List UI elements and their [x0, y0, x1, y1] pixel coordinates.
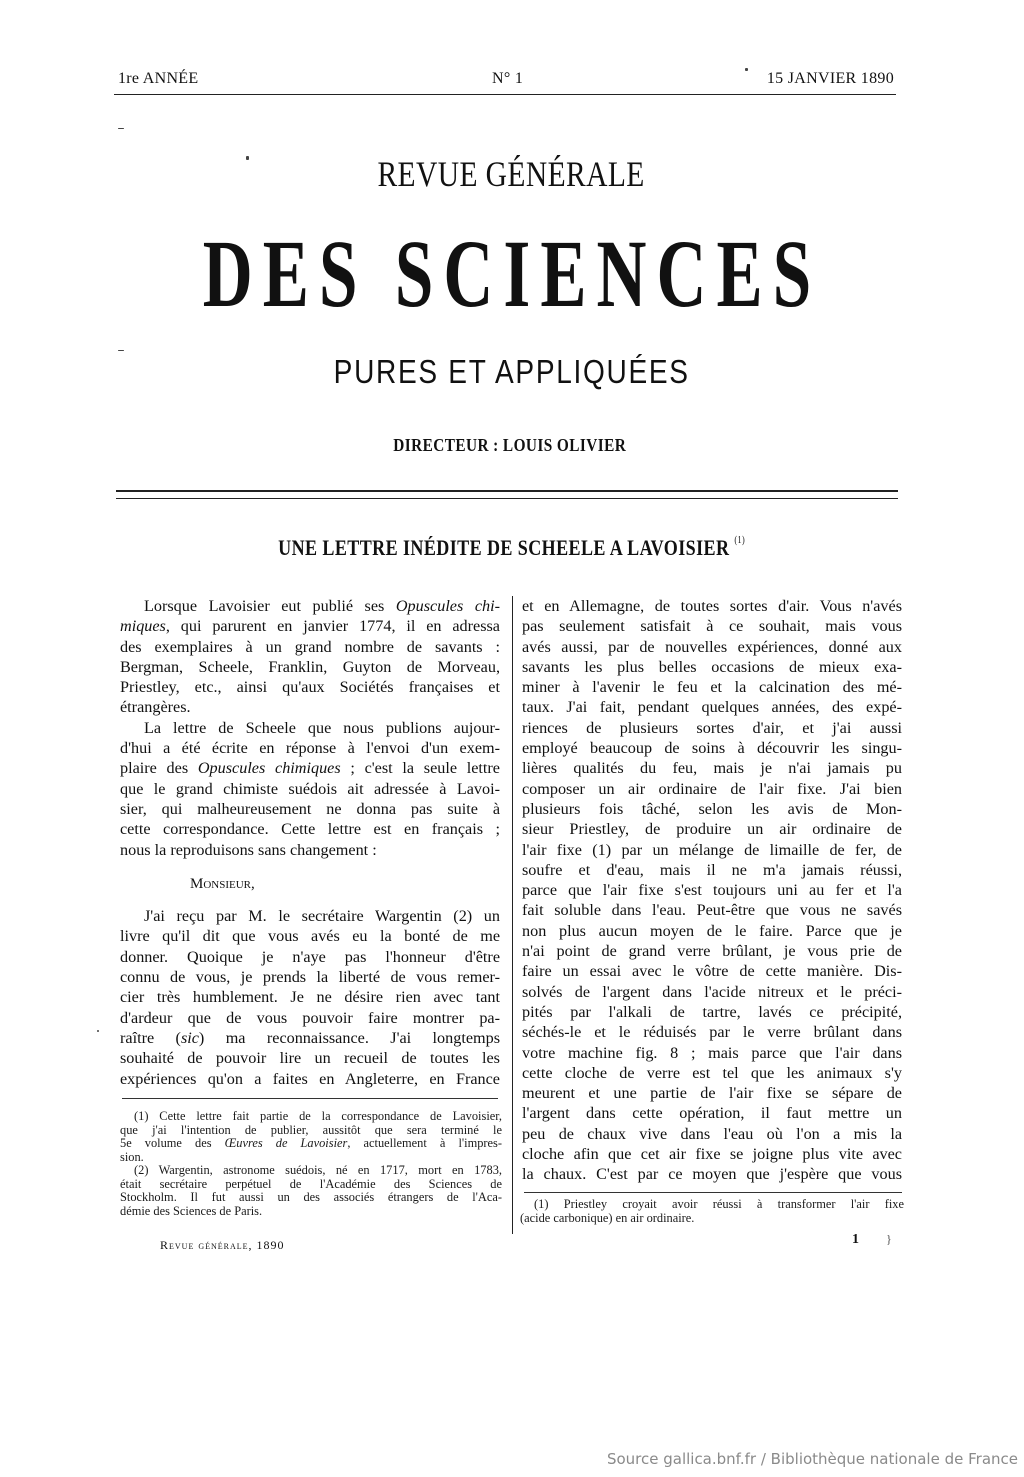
text-line: des exemplaires à un grand nombre de savants :: [120, 637, 500, 656]
masthead-year: 1re ANNÉE: [118, 70, 199, 87]
text-line: séchés-le et le réduisés par le verre brûlant dans: [522, 1023, 902, 1042]
footnote-line: démie des Sciences de Paris.: [120, 1203, 263, 1218]
signature-mark: 1: [852, 1232, 859, 1247]
text-line: solvés de l'argent dans l'acide nitreux et le préci-: [522, 982, 902, 1001]
text-line: pas seulement satisfait à ce souhait, mais vous: [522, 617, 902, 636]
text-line: Bergman, Scheele, Franklin, Guyton de Morveau,: [120, 657, 500, 676]
journal-title-main: DES SCIENCES: [202, 220, 822, 327]
footnotes-right: [520, 1198, 904, 1225]
text-line: avés aussi, par de nouvelles expériences, donné aux: [522, 637, 902, 656]
source-credit: Source gallica.bnf.fr / Bibliothèque nationale de France: [606, 1450, 1018, 1468]
text-line: livre qu'il dit que vous avés eu la bonté de me: [120, 927, 500, 946]
footnote-line: (1) Priestley croyait avoir réussi à transformer l'air fixe: [534, 1197, 904, 1211]
scan-speck: [246, 156, 249, 160]
title-double-rule: [116, 490, 898, 499]
text-line: souhaité de pouvoir lire un recueil de toutes les: [120, 1049, 500, 1068]
salutation: Monsieur,: [190, 875, 255, 892]
text-line: pités par l'alkali de tartre, lavés ce précipité,: [522, 1002, 902, 1021]
masthead: [118, 70, 894, 92]
text-line: que le grand chimiste suédois ait adressée à Lavoi-: [120, 779, 500, 798]
footnote-line: (1) Cette lettre fait partie de la correspondance de Lavoisier,: [134, 1109, 502, 1123]
text-line: J'ai reçu par M. le secrétaire Wargentin (2) un: [144, 907, 500, 926]
scan-speck: [118, 128, 124, 129]
text-line: d'ardeur que de vous pouvoir faire montrer pa-: [120, 1008, 500, 1027]
text-line: expériences qu'on a faites en Angleterre, en France: [120, 1069, 500, 1088]
text-line: soufre et d'eau, mais il ne m'a jamais réussi,: [522, 860, 902, 879]
journal-director: DIRECTEUR : LOUIS OLIVIER: [393, 435, 627, 455]
left-column: [120, 596, 500, 1089]
text-line: cette cloche de verre est tel que les animaux s'y: [522, 1063, 902, 1082]
article-title-text: UNE LETTRE INÉDITE DE SCHEELE A LAVOISIER: [278, 535, 730, 560]
text-line: La lettre de Scheele que nous publions aujour-: [144, 718, 500, 737]
footnote-line: (2) Wargentin, astronome suédois, né en 1717, mort en 1783,: [134, 1163, 502, 1177]
text-line: meurent et une partie de l'air fixe se sépare de: [522, 1084, 902, 1103]
text-line: riences de plusieurs sortes d'air, et j'ai aussi: [522, 718, 902, 737]
footnote-line: que j'ai l'intention de publier, aussitôt que sera terminé le: [120, 1122, 502, 1137]
text-line: étrangères.: [120, 698, 191, 717]
footnote-line: était secrétaire perpétuel de l'Académie des Sciences de: [120, 1176, 502, 1191]
journal-subtitle: PURES ET APPLIQUÉES: [333, 353, 690, 390]
text-line: savants les plus belles occasions de mieux exa-: [522, 657, 902, 676]
footnote-line: Stockholm. Il fut aussi un des associés étrangers de l'Aca-: [120, 1190, 502, 1204]
text-line: l'air fixe (1) par un mélange de limaille de fer, de: [522, 840, 902, 859]
text-line: la chaux. C'est par ce moyen que j'espère que vous: [522, 1165, 902, 1184]
text-line: sier, qui malheureusement ne donna pas suite à: [120, 799, 500, 818]
text-line: d'hui a été écrite en réponse à l'envoi d'un exem-: [120, 739, 500, 758]
column-divider: [512, 596, 513, 1234]
text-line: connu de vous, je prends la liberté de vous remer-: [120, 968, 500, 987]
text-line: votre machine fig. 8 ; mais parce que l'air dans: [522, 1043, 902, 1062]
signature-bracket: }: [886, 1232, 892, 1246]
article-title-note: (1): [734, 535, 746, 546]
text-line: plusieurs fois tâché, selon les avis de Mon-: [522, 799, 902, 818]
footnotes-left: [120, 1110, 502, 1218]
masthead-date: 15 JANVIER 1890: [766, 70, 894, 87]
text-line: peu de chaux vive dans l'eau où l'on a mis la: [522, 1124, 902, 1143]
letter-text-left: [120, 906, 500, 1089]
masthead-rule: [114, 94, 896, 95]
masthead-issue: N° 1: [492, 70, 524, 87]
text-line: nous la reproduisons sans changement :: [120, 840, 377, 859]
intro-paragraphs: [120, 596, 500, 860]
text-line: Priestley, etc., ainsi qu'aux Sociétés françaises et: [120, 678, 500, 697]
text-line: plaire des Opuscules chimiques ; c'est la seule lettre: [120, 759, 500, 778]
text-line: sieur Priestley, de produire un air ordinaire de: [522, 820, 902, 839]
footnote-line: 5e volume des Œuvres de Lavoisier, actuellement à l'impres-: [120, 1136, 502, 1150]
text-line: fait soluble dans l'eau. Peut-être que vous ne savés: [522, 901, 902, 920]
text-line: n'ai point de grand verre brûlant, je vous prie de: [522, 942, 902, 961]
text-line: composer un air ordinaire de l'air fixe. J'ai bien: [522, 779, 902, 798]
article-title: [92, 535, 932, 561]
text-line: miques, qui parurent en janvier 1774, il en adressa: [120, 617, 500, 636]
scan-speck: [118, 350, 124, 351]
text-line: parce que l'air fixe s'est toujours uni au fer et l'a: [522, 881, 902, 900]
text-line: miner à l'avenir le feu et la calcination des mé-: [522, 678, 902, 697]
text-line: cette correspondance. Cette lettre est en français ;: [120, 820, 500, 839]
letter-text-right: [522, 596, 902, 1185]
text-line: Lorsque Lavoisier eut publié ses Opuscules chi-: [144, 597, 500, 615]
text-line: donner. Quoique je n'aye pas l'honneur d'être: [120, 947, 500, 966]
text-line: et en Allemagne, de toutes sortes d'air. Vous n'avés: [522, 597, 902, 615]
footnote-rule-left: [122, 1098, 498, 1099]
right-column: [522, 596, 902, 1185]
text-line: employé beaucoup de soins à découvrir les singu-: [522, 739, 902, 758]
text-line: l'argent dans cette opération, il faut mettre un: [522, 1104, 902, 1123]
text-line: cier très humblement. Je ne désire rien avec tant: [120, 988, 500, 1007]
footnote-rule-right: [524, 1192, 902, 1193]
text-line: faire un essai avec le vôtre de cette manière. Dis-: [522, 962, 902, 981]
text-line: cloche afin que cet air fixe se joigne plus vite avec: [522, 1145, 902, 1164]
running-footer: Revue générale, 1890: [160, 1238, 285, 1252]
text-line: taux. J'ai fait, pendant quelques années, des expé-: [522, 698, 902, 717]
scan-speck: [745, 68, 748, 71]
footnote-line: sion.: [120, 1149, 144, 1164]
text-line: lières qualités du feu, mais je n'ai jamais pu: [522, 759, 902, 778]
text-line: non plus aucun moyen de le faire. Parce que je: [522, 921, 902, 940]
footnote-line: (acide carbonique) en air ordinaire.: [520, 1210, 695, 1225]
journal-title-line1: REVUE GÉNÉRALE: [377, 154, 645, 194]
scan-speck: [97, 1030, 99, 1032]
text-line: raître (sic) ma reconnaissance. J'ai longtemps: [120, 1028, 500, 1047]
